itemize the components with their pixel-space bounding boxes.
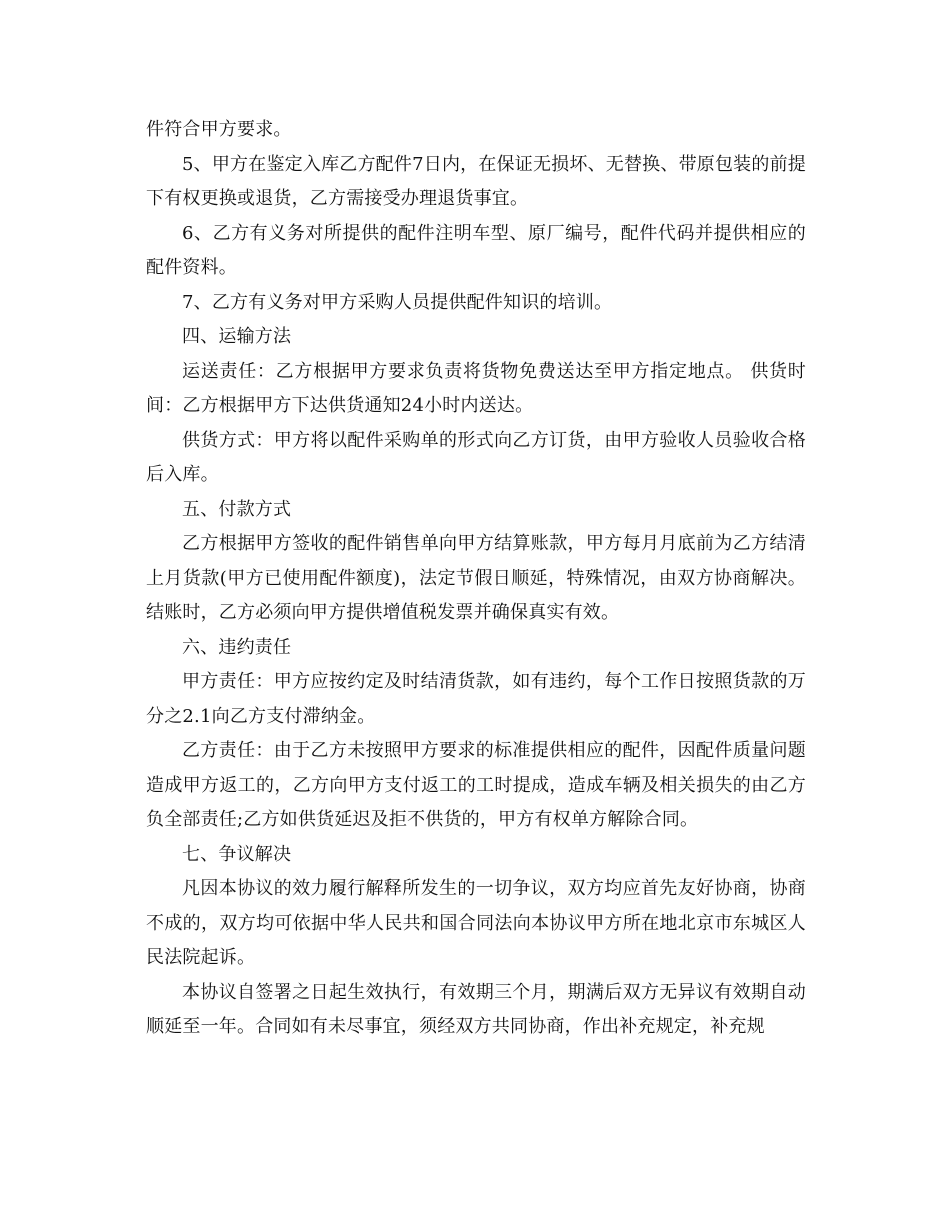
clause-5: 5、甲方在鉴定入库乙方配件7日内，在保证无损坏、无替换、带原包装的前提下有权更换或退货，乙方需接受办理退货事宜。 (146, 153, 806, 209)
section-heading-dispute: 七、争议解决 (182, 843, 292, 865)
section-heading-liability: 六、违约责任 (182, 636, 292, 658)
section-heading-payment: 五、付款方式 (182, 498, 292, 520)
clause-7: 7、乙方有义务对甲方采购人员提供配件知识的培训。 (182, 291, 613, 313)
party-a-liability: 甲方责任：甲方应按约定及时结清货款，如有违约，每个工作日按照货款的万分之2.1向乙方支付滞纳金。 (146, 671, 806, 727)
paragraph-continuation: 件符合甲方要求。 (146, 119, 292, 140)
clause-6: 6、乙方有义务对所提供的配件注明车型、原厂编号，配件代码并提供相应的配件资料。 (146, 222, 806, 278)
effective-term: 本协议自签署之日起生效执行，有效期三个月，期满后双方无异议有效期自动顺延至一年。合同如有未尽事宜，须经双方共同协商，作出补充规定，补充规 (146, 981, 806, 1037)
section-heading-transport: 四、运输方法 (182, 326, 292, 347)
supply-method: 供货方式：甲方将以配件采购单的形式向乙方订货，由甲方验收人员验收合格后入库。 (146, 429, 806, 485)
transport-responsibility: 运送责任：乙方根据甲方要求负责将货物免费送达至甲方指定地点。 供货时间：乙方根据甲方下达供货通知24小时内送达。 (146, 360, 806, 416)
dispute-resolution: 凡因本协议的效力履行解释所发生的一切争议，双方均应首先友好协商，协商不成的，双方均可依据中华人民共和国合同法向本协议甲方所在地北京市东城区人民法院起诉。 (146, 878, 806, 968)
payment-terms: 乙方根据甲方签收的配件销售单向甲方结算账款，甲方每月月底前为乙方结清上月货款(甲方已使用配件额度)，法定节假日顺延，特殊情况，由双方协商解决。结账时，乙方必须向甲方提供增值税发票并确保真实有效。 (146, 533, 806, 623)
party-b-liability: 乙方责任：由于乙方未按照甲方要求的标准提供相应的配件，因配件质量问题造成甲方返工的，乙方向甲方支付返工的工时提成，造成车辆及相关损失的由乙方负全部责任;乙方如供货延迟及拒不供货的，甲方有权单方解除合同。 (146, 740, 806, 830)
document-body (146, 113, 806, 1045)
